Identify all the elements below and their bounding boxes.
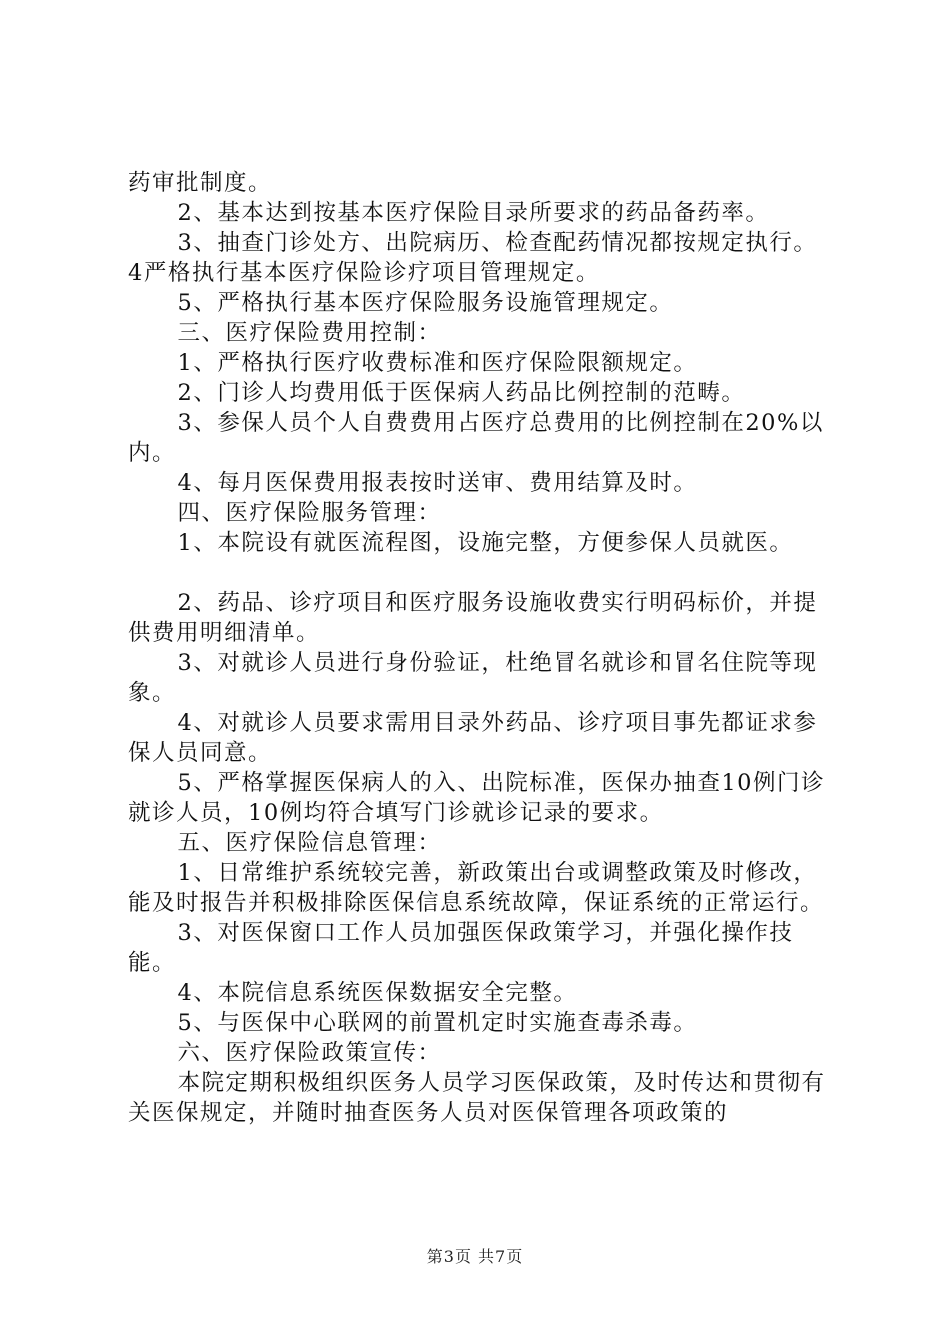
- page-footer: 第3页 共7页: [426, 1247, 524, 1266]
- section-heading: 三、医疗保险费用控制：: [177, 320, 442, 346]
- paragraph: 1、日常维护系统较完善，新政策出台或调整政策及时修改，能及时报告并积极排除医保信息系统故障，保证系统的正常运行。: [128, 860, 825, 916]
- section-heading: 五、医疗保险信息管理：: [177, 830, 442, 856]
- paragraph: 3、对医保窗口工作人员加强医保政策学习，并强化操作技能。: [128, 920, 794, 976]
- paragraph: 3、对就诊人员进行身份验证，杜绝冒名就诊和冒名住院等现象。: [128, 650, 818, 706]
- paragraph: 4、本院信息系统医保数据安全完整。: [177, 980, 578, 1006]
- paragraph: 2、药品、诊疗项目和医疗服务设施收费实行明码标价，并提供费用明细清单。: [128, 590, 818, 646]
- paragraph: 1、本院设有就医流程图，设施完整，方便参保人员就医。: [177, 530, 794, 556]
- document-body: [128, 168, 828, 1128]
- paragraph: 5、严格掌握医保病人的入、出院标准，医保办抽查10例门诊就诊人员，10例均符合填写门诊就诊记录的要求。: [128, 770, 825, 826]
- paragraph: 3、抽查门诊处方、出院病历、检查配药情况都按规定执行。: [177, 230, 818, 256]
- paragraph: 5、与医保中心联网的前置机定时实施查毒杀毒。: [177, 1010, 698, 1036]
- paragraph: 4严格执行基本医疗保险诊疗项目管理规定。: [128, 260, 600, 286]
- paragraph: 4、对就诊人员要求需用目录外药品、诊疗项目事先都证求参保人员同意。: [128, 710, 818, 766]
- paragraph: 2、基本达到按基本医疗保险目录所要求的药品备药率。: [177, 200, 770, 226]
- paragraph: 2、门诊人均费用低于医保病人药品比例控制的范畴。: [177, 380, 746, 406]
- paragraph: 药审批制度。: [128, 170, 273, 196]
- paragraph: 4、每月医保费用报表按时送审、费用结算及时。: [177, 470, 698, 496]
- section-heading: 六、医疗保险政策宣传：: [177, 1040, 442, 1066]
- paragraph: 3、参保人员个人自费费用占医疗总费用的比例控制在20%以内。: [128, 410, 824, 466]
- paragraph: 本院定期积极组织医务人员学习医保政策，及时传达和贯彻有关医保规定，并随时抽查医务人员对医保管理各项政策的: [128, 1070, 826, 1126]
- section-heading: 四、医疗保险服务管理：: [177, 500, 442, 526]
- paragraph: 1、严格执行医疗收费标准和医疗保险限额规定。: [177, 350, 698, 376]
- paragraph: 5、严格执行基本医疗保险服务设施管理规定。: [177, 290, 674, 316]
